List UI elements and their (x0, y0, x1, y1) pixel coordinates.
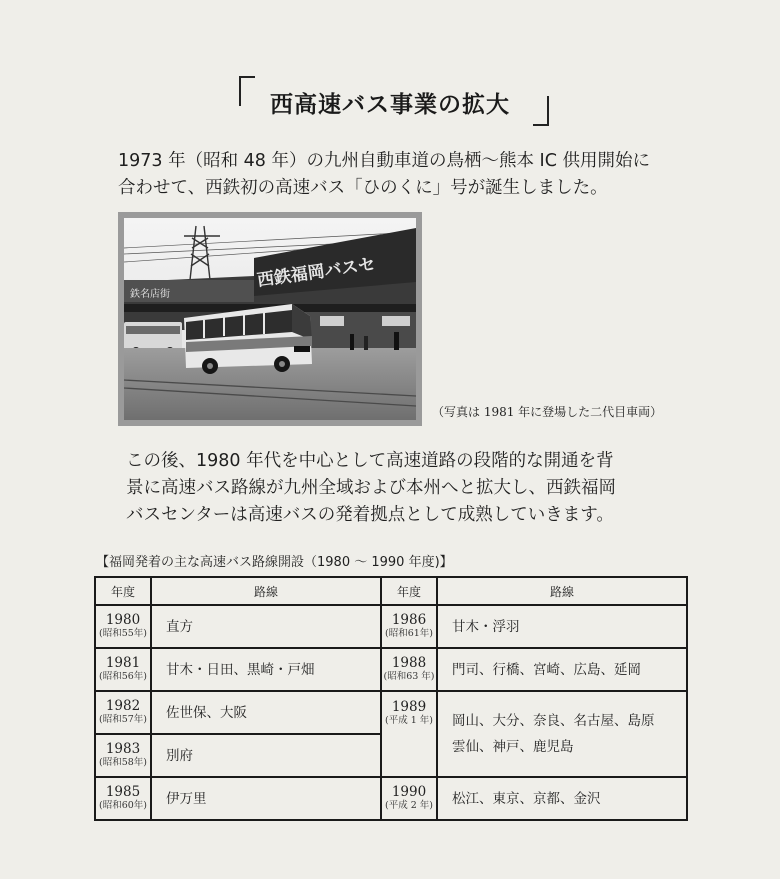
year-cell (95, 605, 151, 648)
year-value: 1989 (391, 699, 427, 715)
year-cell (95, 734, 151, 777)
table-row (95, 691, 687, 734)
era-value: (昭和56年) (98, 671, 147, 682)
header-route-right: 路線 (437, 577, 687, 605)
year-cell (95, 691, 151, 734)
center-sign-text: 西鉄福岡バスセ (255, 254, 377, 291)
intro-line-2: 合わせて、西鉄初の高速バス「ひのくに」号が誕生しました。 (118, 178, 608, 198)
photo-caption: （写真は 1981 年に登場した二代目車両） (432, 405, 663, 419)
bus-photo (124, 218, 416, 420)
year-value: 1983 (105, 741, 141, 757)
route-cell: 直方 (151, 605, 381, 648)
era-value: (昭和57年) (98, 714, 147, 725)
era-value: (昭和58年) (98, 757, 147, 768)
year-cell (381, 691, 437, 777)
page-title: 西高速バス事業の拡大 (270, 92, 510, 118)
body-line-3: バスセンターは高速バスの発着拠点として成熟していきます。 (126, 505, 614, 525)
table-row (95, 605, 687, 648)
table-row (95, 648, 687, 691)
year-cell (95, 777, 151, 820)
year-value: 1988 (391, 655, 427, 671)
route-cell (437, 691, 687, 777)
route-cell: 伊万里 (151, 777, 381, 820)
route-line-2: 雲仙、神戸、鹿児島 (452, 739, 574, 755)
table-header-row (95, 577, 687, 605)
era-value: (昭和63 年) (383, 671, 435, 682)
year-cell (95, 648, 151, 691)
header-route-left: 路線 (151, 577, 381, 605)
era-value: (平成 1 年) (385, 715, 433, 726)
bus-photo-frame (118, 212, 422, 426)
year-value: 1981 (105, 655, 141, 671)
year-value: 1990 (391, 784, 427, 800)
era-value: (昭和60年) (98, 800, 147, 811)
route-cell: 別府 (151, 734, 381, 777)
era-value: (昭和61年) (384, 628, 433, 639)
route-cell: 門司、行橋、宮崎、広島、延岡 (437, 648, 687, 691)
title-bracket-close (533, 96, 549, 126)
route-cell: 甘木・日田、黒崎・戸畑 (151, 648, 381, 691)
year-cell (381, 605, 437, 648)
era-value: (昭和55年) (98, 628, 147, 639)
era-value: (平成 2 年) (385, 800, 433, 811)
body-line-2: 景に高速バス路線が九州全域および本州へと拡大し、西鉄福岡 (126, 478, 616, 498)
body-paragraph (126, 448, 706, 529)
intro-line-1: 1973 年（昭和 48 年）の九州自動車道の鳥栖～熊本 IC 供用開始に (118, 151, 650, 171)
routes-table (94, 576, 688, 821)
year-value: 1982 (105, 698, 141, 714)
header-year-right: 年度 (381, 577, 437, 605)
title-area (0, 74, 780, 130)
route-line-1: 岡山、大分、奈良、名古屋、島原 (452, 713, 655, 729)
year-cell (381, 648, 437, 691)
route-cell: 甘木・浮羽 (437, 605, 687, 648)
body-line-1: この後、1980 年代を中心として高速道路の段階的な開通を背 (126, 451, 614, 471)
intro-paragraph (118, 148, 718, 202)
route-cell: 佐世保、大阪 (151, 691, 381, 734)
header-year-left: 年度 (95, 577, 151, 605)
store-sign-text: 鉄名店街 (130, 289, 170, 300)
table-heading: 【福岡発着の主な高速バス路線開設（1980 ～ 1990 年度)】 (96, 555, 453, 570)
route-cell: 松江、東京、京都、金沢 (437, 777, 687, 820)
year-value: 1985 (105, 784, 141, 800)
year-value: 1986 (391, 612, 427, 628)
table-row (95, 777, 687, 820)
year-cell (381, 777, 437, 820)
year-value: 1980 (105, 612, 141, 628)
